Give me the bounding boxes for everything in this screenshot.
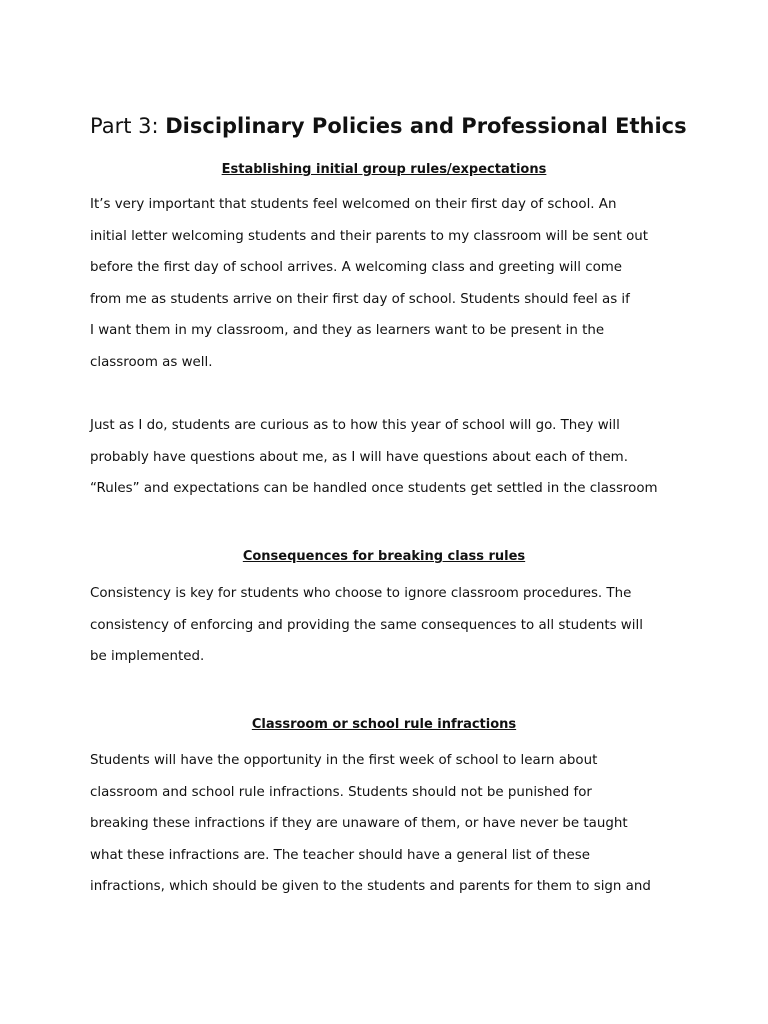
paragraph-infractions [90, 745, 690, 903]
text-line: infractions, which should be given to the students and parents for them to sign and [90, 879, 651, 895]
text-line: consistency of enforcing and providing the same consequences to all students will [90, 617, 643, 633]
text-line: “Rules” and expectations can be handled once students get settled in the classroom [90, 481, 658, 497]
paragraph-consistency [90, 578, 690, 673]
text-line: Students will have the opportunity in the first week of school to learn about [90, 753, 598, 768]
text-line: It’s very important that students feel welcomed on their first day of school. An [90, 197, 617, 212]
title-main: Disciplinary Policies and Professional Ethics [165, 114, 687, 138]
text-line: probably have questions about me, as I will have questions about each of them. [90, 449, 628, 465]
paragraph-welcome [90, 189, 690, 379]
text-line: what these infractions are. The teacher should have a general list of these [90, 847, 590, 863]
paragraph-curious [90, 410, 690, 505]
text-line: classroom and school rule infractions. Students should not be punished for [90, 784, 592, 800]
text-line: classroom as well. [90, 354, 213, 370]
text-line: Consistency is key for students who choose to ignore classroom procedures. The [90, 586, 632, 601]
text-line: from me as students arrive on their first day of school. Students should feel as if [90, 291, 630, 307]
text-line: initial letter welcoming students and their parents to my classroom will be sent out [90, 228, 649, 244]
section-heading-consequences: Consequences for breaking class rules [242, 549, 526, 564]
section-heading-infractions: Classroom or school rule infractions [251, 717, 517, 732]
page-title [90, 110, 730, 142]
text-line: breaking these infractions if they are unaware of them, or have never be taught [90, 816, 628, 832]
text-line: I want them in my classroom, and they as learners want to be present in the [90, 323, 605, 339]
text-line: be implemented. [90, 649, 205, 665]
section-heading-initial-rules: Establishing initial group rules/expectations [221, 162, 547, 177]
title-prefix: Part 3: [90, 114, 166, 138]
text-line: Just as I do, students are curious as to how this year of school will go. They will [90, 418, 620, 433]
text-line: before the first day of school arrives. A welcoming class and greeting will come [90, 260, 623, 276]
